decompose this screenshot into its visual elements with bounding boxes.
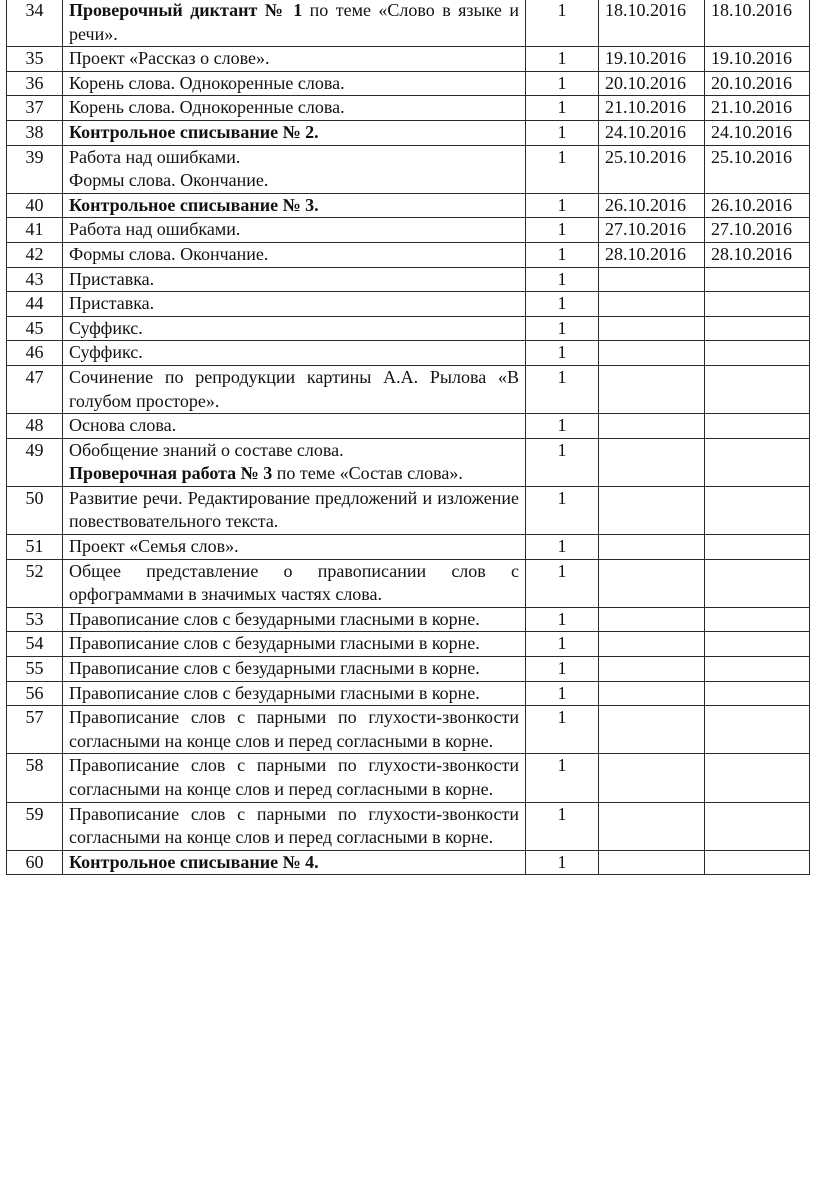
- actual-date-cell: 24.10.2016: [705, 120, 810, 145]
- hours-cell: 1: [526, 242, 599, 267]
- lesson-number-cell: 44: [7, 292, 63, 317]
- topic-line: [69, 755, 519, 799]
- lesson-topic-cell: [63, 850, 526, 875]
- actual-date-cell: [705, 850, 810, 875]
- lesson-topic-cell: [63, 193, 526, 218]
- lesson-topic-cell: [63, 486, 526, 534]
- lesson-topic-cell: [63, 218, 526, 243]
- lesson-topic-cell: [63, 292, 526, 317]
- lesson-topic-cell: [63, 242, 526, 267]
- hours-cell: 1: [526, 559, 599, 607]
- topic-line: [69, 219, 240, 239]
- hours-cell: 1: [526, 120, 599, 145]
- actual-date-cell: [705, 607, 810, 632]
- topic-line: [69, 415, 176, 435]
- lesson-number-cell: 41: [7, 218, 63, 243]
- topic-line: [69, 707, 519, 751]
- topic-line: [69, 0, 519, 44]
- hours-cell: 1: [526, 292, 599, 317]
- topic-text: Приставка.: [69, 293, 155, 314]
- topic-text: Правописание слов с безударными гласными в корне.: [69, 608, 480, 629]
- actual-date-cell: [705, 802, 810, 850]
- planned-date-cell: 27.10.2016: [599, 218, 705, 243]
- table-row: [7, 96, 810, 121]
- planned-date-cell: [599, 365, 705, 413]
- lesson-topic-cell: [63, 706, 526, 754]
- hours-cell: 1: [526, 754, 599, 802]
- topic-text-bold: Контрольное списывание № 3.: [69, 194, 319, 215]
- table-row: [7, 0, 810, 47]
- topic-line: [69, 683, 480, 703]
- topic-text: Корень слова. Однокоренные слова.: [69, 97, 345, 118]
- actual-date-cell: [705, 438, 810, 486]
- topic-line: [69, 269, 154, 289]
- lesson-topic-cell: [63, 535, 526, 560]
- topic-text: Правописание слов с парными по глухости-звонкости согласными на конце слов и перед согласными в корне.: [69, 803, 519, 848]
- topic-line: [69, 561, 519, 605]
- lesson-number-cell: 38: [7, 120, 63, 145]
- lesson-number-cell: 50: [7, 486, 63, 534]
- planned-date-cell: [599, 706, 705, 754]
- lesson-topic-cell: [63, 96, 526, 121]
- planned-date-cell: 20.10.2016: [599, 71, 705, 96]
- lesson-topic-cell: [63, 71, 526, 96]
- hours-cell: 1: [526, 535, 599, 560]
- planned-date-cell: 21.10.2016: [599, 96, 705, 121]
- actual-date-cell: 25.10.2016: [705, 145, 810, 193]
- topic-line: [69, 804, 519, 848]
- lesson-number-cell: 46: [7, 341, 63, 366]
- topic-line: [69, 342, 143, 362]
- hours-cell: 1: [526, 218, 599, 243]
- table-row: [7, 218, 810, 243]
- table-row: [7, 657, 810, 682]
- planned-date-cell: [599, 607, 705, 632]
- planned-date-cell: [599, 850, 705, 875]
- table-row: [7, 292, 810, 317]
- table-row: [7, 850, 810, 875]
- topic-line: [69, 367, 519, 411]
- lesson-plan-table: [6, 0, 810, 875]
- table-row: [7, 559, 810, 607]
- hours-cell: 1: [526, 607, 599, 632]
- hours-cell: 1: [526, 486, 599, 534]
- actual-date-cell: 28.10.2016: [705, 242, 810, 267]
- table-row: [7, 535, 810, 560]
- planned-date-cell: 24.10.2016: [599, 120, 705, 145]
- topic-text: Правописание слов с безударными гласными в корне.: [69, 658, 480, 679]
- planned-date-cell: [599, 292, 705, 317]
- actual-date-cell: [705, 657, 810, 682]
- planned-date-cell: [599, 681, 705, 706]
- lesson-topic-cell: [63, 145, 526, 193]
- topic-text: Проект «Семья слов».: [69, 536, 239, 557]
- actual-date-cell: [705, 486, 810, 534]
- topic-text: Обобщение знаний о составе слова.: [69, 439, 344, 460]
- hours-cell: 1: [526, 681, 599, 706]
- lesson-topic-cell: [63, 559, 526, 607]
- table-row: [7, 438, 810, 486]
- topic-text: Суффикс.: [69, 317, 143, 338]
- topic-line: [69, 658, 480, 678]
- actual-date-cell: [705, 535, 810, 560]
- lesson-number-cell: 60: [7, 850, 63, 875]
- planned-date-cell: [599, 414, 705, 439]
- topic-line: [69, 195, 319, 215]
- planned-date-cell: 19.10.2016: [599, 47, 705, 72]
- table-row: [7, 681, 810, 706]
- actual-date-cell: 18.10.2016: [705, 0, 810, 47]
- hours-cell: 1: [526, 47, 599, 72]
- table-row: [7, 754, 810, 802]
- actual-date-cell: [705, 754, 810, 802]
- planned-date-cell: [599, 486, 705, 534]
- lesson-number-cell: 42: [7, 242, 63, 267]
- lesson-number-cell: 53: [7, 607, 63, 632]
- table-row: [7, 47, 810, 72]
- topic-text: Суффикс.: [69, 342, 143, 363]
- planned-date-cell: [599, 559, 705, 607]
- lesson-number-cell: 59: [7, 802, 63, 850]
- topic-text: Сочинение по репродукции картины А.А. Рылова «В голубом просторе».: [69, 366, 519, 411]
- hours-cell: 1: [526, 657, 599, 682]
- hours-cell: 1: [526, 414, 599, 439]
- topic-line: [69, 97, 345, 117]
- table-row: [7, 632, 810, 657]
- table-row: [7, 486, 810, 534]
- hours-cell: 1: [526, 145, 599, 193]
- planned-date-cell: [599, 267, 705, 292]
- actual-date-cell: [705, 267, 810, 292]
- hours-cell: 1: [526, 71, 599, 96]
- lesson-number-cell: 56: [7, 681, 63, 706]
- table-row: [7, 267, 810, 292]
- topic-text: Правописание слов с безударными гласными в корне.: [69, 682, 480, 703]
- topic-text-bold: Контрольное списывание № 4.: [69, 851, 319, 872]
- topic-line: [69, 146, 519, 170]
- lesson-topic-cell: [63, 341, 526, 366]
- hours-cell: 1: [526, 341, 599, 366]
- planned-date-cell: [599, 657, 705, 682]
- lesson-topic-cell: [63, 681, 526, 706]
- planned-date-cell: 28.10.2016: [599, 242, 705, 267]
- table-row: [7, 145, 810, 193]
- topic-line: [69, 488, 519, 532]
- topic-text: Работа над ошибками.: [69, 146, 241, 167]
- hours-cell: 1: [526, 802, 599, 850]
- lesson-topic-cell: [63, 754, 526, 802]
- topic-text-bold: Контрольное списывание № 2.: [69, 121, 319, 142]
- topic-text: Работа над ошибками.: [69, 219, 241, 240]
- table-row: [7, 242, 810, 267]
- table-row: [7, 71, 810, 96]
- planned-date-cell: 25.10.2016: [599, 145, 705, 193]
- topic-line: [69, 536, 239, 556]
- planned-date-cell: [599, 754, 705, 802]
- actual-date-cell: [705, 316, 810, 341]
- planned-date-cell: [599, 802, 705, 850]
- lesson-topic-cell: [63, 0, 526, 47]
- lesson-number-cell: 51: [7, 535, 63, 560]
- lesson-number-cell: 48: [7, 414, 63, 439]
- topic-text: по теме «Слово в языке и речи».: [69, 0, 519, 44]
- table-row: [7, 706, 810, 754]
- table-row: [7, 316, 810, 341]
- table-row: [7, 365, 810, 413]
- table-row: [7, 341, 810, 366]
- topic-line: [69, 122, 319, 142]
- topic-line: [69, 293, 154, 313]
- topic-text-bold: Проверочная работа № 3: [69, 463, 273, 484]
- hours-cell: 1: [526, 850, 599, 875]
- lesson-topic-cell: [63, 657, 526, 682]
- lesson-number-cell: 37: [7, 96, 63, 121]
- hours-cell: 1: [526, 438, 599, 486]
- hours-cell: 1: [526, 706, 599, 754]
- actual-date-cell: [705, 414, 810, 439]
- topic-text: Общее представление о правописании слов с орфограммами в значимых частях слова.: [69, 560, 519, 605]
- lesson-topic-cell: [63, 365, 526, 413]
- actual-date-cell: [705, 292, 810, 317]
- planned-date-cell: [599, 438, 705, 486]
- topic-line: [69, 609, 480, 629]
- hours-cell: 1: [526, 316, 599, 341]
- hours-cell: 1: [526, 365, 599, 413]
- actual-date-cell: [705, 681, 810, 706]
- topic-text: по теме «Состав слова».: [272, 463, 463, 484]
- hours-cell: 1: [526, 96, 599, 121]
- hours-cell: 1: [526, 267, 599, 292]
- lesson-topic-cell: [63, 438, 526, 486]
- topic-text-bold: Проверочный диктант № 1: [69, 0, 303, 20]
- topic-text: Правописание слов с безударными гласными в корне.: [69, 633, 480, 654]
- actual-date-cell: 21.10.2016: [705, 96, 810, 121]
- table-row: [7, 414, 810, 439]
- topic-line: [69, 852, 319, 872]
- hours-cell: 1: [526, 0, 599, 47]
- planned-date-cell: [599, 316, 705, 341]
- topic-text: Правописание слов с парными по глухости-звонкости согласными на конце слов и перед согласными в корне.: [69, 755, 519, 799]
- table-row: [7, 802, 810, 850]
- lesson-number-cell: 43: [7, 267, 63, 292]
- lesson-topic-cell: [63, 120, 526, 145]
- lesson-number-cell: 49: [7, 438, 63, 486]
- actual-date-cell: 20.10.2016: [705, 71, 810, 96]
- table-row: [7, 607, 810, 632]
- lesson-number-cell: 55: [7, 657, 63, 682]
- planned-date-cell: [599, 341, 705, 366]
- planned-date-cell: [599, 632, 705, 657]
- planned-date-cell: 18.10.2016: [599, 0, 705, 47]
- lesson-topic-cell: [63, 267, 526, 292]
- topic-line: [69, 462, 519, 486]
- topic-text: Проект «Рассказ о слове».: [69, 48, 270, 69]
- actual-date-cell: [705, 706, 810, 754]
- topic-line: [69, 73, 345, 93]
- topic-text: Правописание слов с парными по глухости-звонкости согласными на конце слов и перед согласными в корне.: [69, 707, 519, 751]
- topic-text: Основа слова.: [69, 415, 177, 436]
- topic-line: [69, 439, 519, 463]
- table-row: [7, 193, 810, 218]
- lesson-number-cell: 45: [7, 316, 63, 341]
- topic-text: Формы слова. Окончание.: [69, 243, 269, 264]
- lesson-number-cell: 34: [7, 0, 63, 47]
- lesson-number-cell: 54: [7, 632, 63, 657]
- lesson-number-cell: 58: [7, 754, 63, 802]
- topic-text: Приставка.: [69, 268, 155, 289]
- lesson-topic-cell: [63, 607, 526, 632]
- planned-date-cell: 26.10.2016: [599, 193, 705, 218]
- actual-date-cell: [705, 632, 810, 657]
- lesson-number-cell: 36: [7, 71, 63, 96]
- topic-text: Корень слова. Однокоренные слова.: [69, 72, 345, 93]
- hours-cell: 1: [526, 193, 599, 218]
- topic-line: [69, 633, 480, 653]
- actual-date-cell: [705, 559, 810, 607]
- lesson-number-cell: 40: [7, 193, 63, 218]
- topic-line: [69, 48, 270, 68]
- lesson-number-cell: 52: [7, 559, 63, 607]
- actual-date-cell: [705, 365, 810, 413]
- topic-text: Формы слова. Окончание.: [69, 170, 269, 191]
- hours-cell: 1: [526, 632, 599, 657]
- actual-date-cell: 19.10.2016: [705, 47, 810, 72]
- actual-date-cell: [705, 341, 810, 366]
- lesson-topic-cell: [63, 802, 526, 850]
- lesson-plan-table-body: [7, 0, 810, 875]
- lesson-number-cell: 39: [7, 145, 63, 193]
- topic-line: [69, 169, 519, 193]
- actual-date-cell: 26.10.2016: [705, 193, 810, 218]
- actual-date-cell: 27.10.2016: [705, 218, 810, 243]
- lesson-number-cell: 47: [7, 365, 63, 413]
- lesson-topic-cell: [63, 47, 526, 72]
- lesson-number-cell: 35: [7, 47, 63, 72]
- document-page: [6, 0, 809, 875]
- planned-date-cell: [599, 535, 705, 560]
- table-row: [7, 120, 810, 145]
- lesson-number-cell: 57: [7, 706, 63, 754]
- lesson-topic-cell: [63, 414, 526, 439]
- lesson-topic-cell: [63, 316, 526, 341]
- topic-text: Развитие речи. Редактирование предложений и изложение повествовательного текста.: [69, 487, 519, 532]
- topic-line: [69, 318, 143, 338]
- topic-line: [69, 244, 268, 264]
- lesson-topic-cell: [63, 632, 526, 657]
